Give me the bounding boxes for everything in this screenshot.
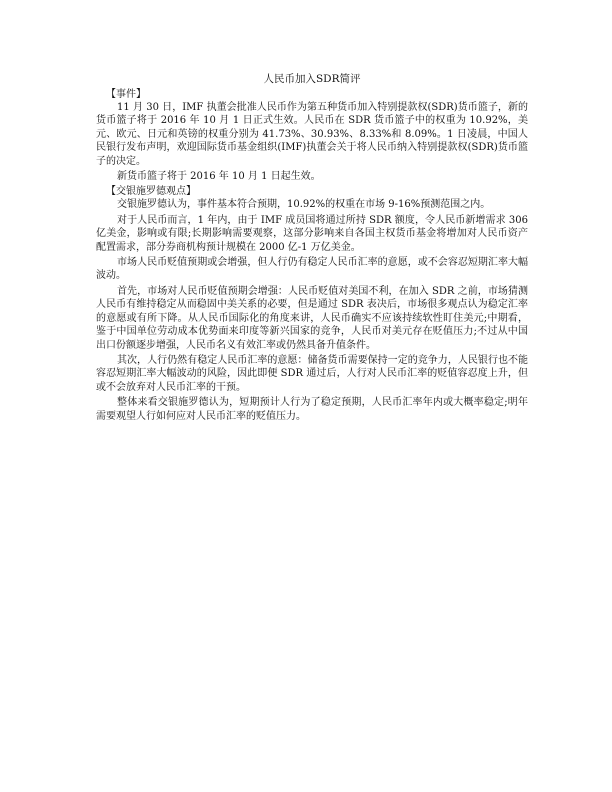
document-title: 人民币加入SDR简评 [263, 73, 361, 85]
paragraph: 整体来看交银施罗德认为，短期预计人行为了稳定预期，人民币汇率年内或大概率稳定;明年需要观望人行如何应对人民币汇率的贬值压力。 [96, 397, 528, 422]
paragraph: 交银施罗德认为，事件基本符合预期，10.92%的权重在市场 9-16%预测范围之内。 [117, 199, 491, 211]
paragraph: 11 月 30 日，IMF 执董会批准人民币作为第五种货币加入特别提款权(SDR)货币篮子，新的货币篮子将于 2016 年 10 月 1 日正式生效。人民币在 SDR 货币篮子中的权重为 10.92%，美元、欧元、日元和英镑的权重分别为 41.73%、30.93%、8.33%和 8.09%。1 日凌晨，中国人民银行发布声明，欢迎国际货币基金组织(IMF)执董会关于将人民币纳入特别提款权(SDR)货币篮子的决定。 [96, 102, 528, 167]
paragraph: 新货币篮子将于 2016 年 10 月 1 日起生效。 [117, 171, 321, 183]
paragraph: 市场人民币贬值预期或会增强，但人行仍有稳定人民币汇率的意愿，或不会容忍短期汇率大幅波动。 [96, 257, 528, 282]
document-page [96, 72, 528, 425]
paragraph: 对于人民币而言，1 年内，由于 IMF 成员国将通过所持 SDR 额度，令人民币新增需求 306 亿美金，影响或有限;长期影响需要观察，这部分影响来自各国主权货币基金将增加对人民币资产配置需求，部分券商机构预计规模在 2000 亿-1 万亿美金。 [96, 214, 528, 253]
section-heading-event: 【事件】 [106, 89, 146, 100]
paragraph: 其次，人行仍然有稳定人民币汇率的意愿：储备货币需要保持一定的竞争力，人民银行也不能容忍短期汇率大幅波动的风险，因此即便 SDR 通过后，人行对人民币汇率的贬值容忍度上升，但或不会放弃对人民币汇率的干预。 [96, 354, 528, 393]
section-heading-viewpoint: 【交银施罗德观点】 [106, 186, 196, 198]
paragraph: 首先，市场对人民币贬值预期会增强：人民币贬值对美国不利，在加入 SDR 之前，市场猜测人民币有维持稳定从而稳固中美关系的必要，但是通过 SDR 表决后，市场很多观点认为稳定汇率的意愿或有所下降。从人民币国际化的角度来讲，人民币确实不应该持续软性盯住美元;中期看，鉴于中国单位劳动成本优势面来印度等新兴国家的竞争，人民币对美元存在贬值压力;不过从中国出口份额逐步增强，人民币名义有效汇率或仍然具备升值条件。 [96, 285, 528, 351]
